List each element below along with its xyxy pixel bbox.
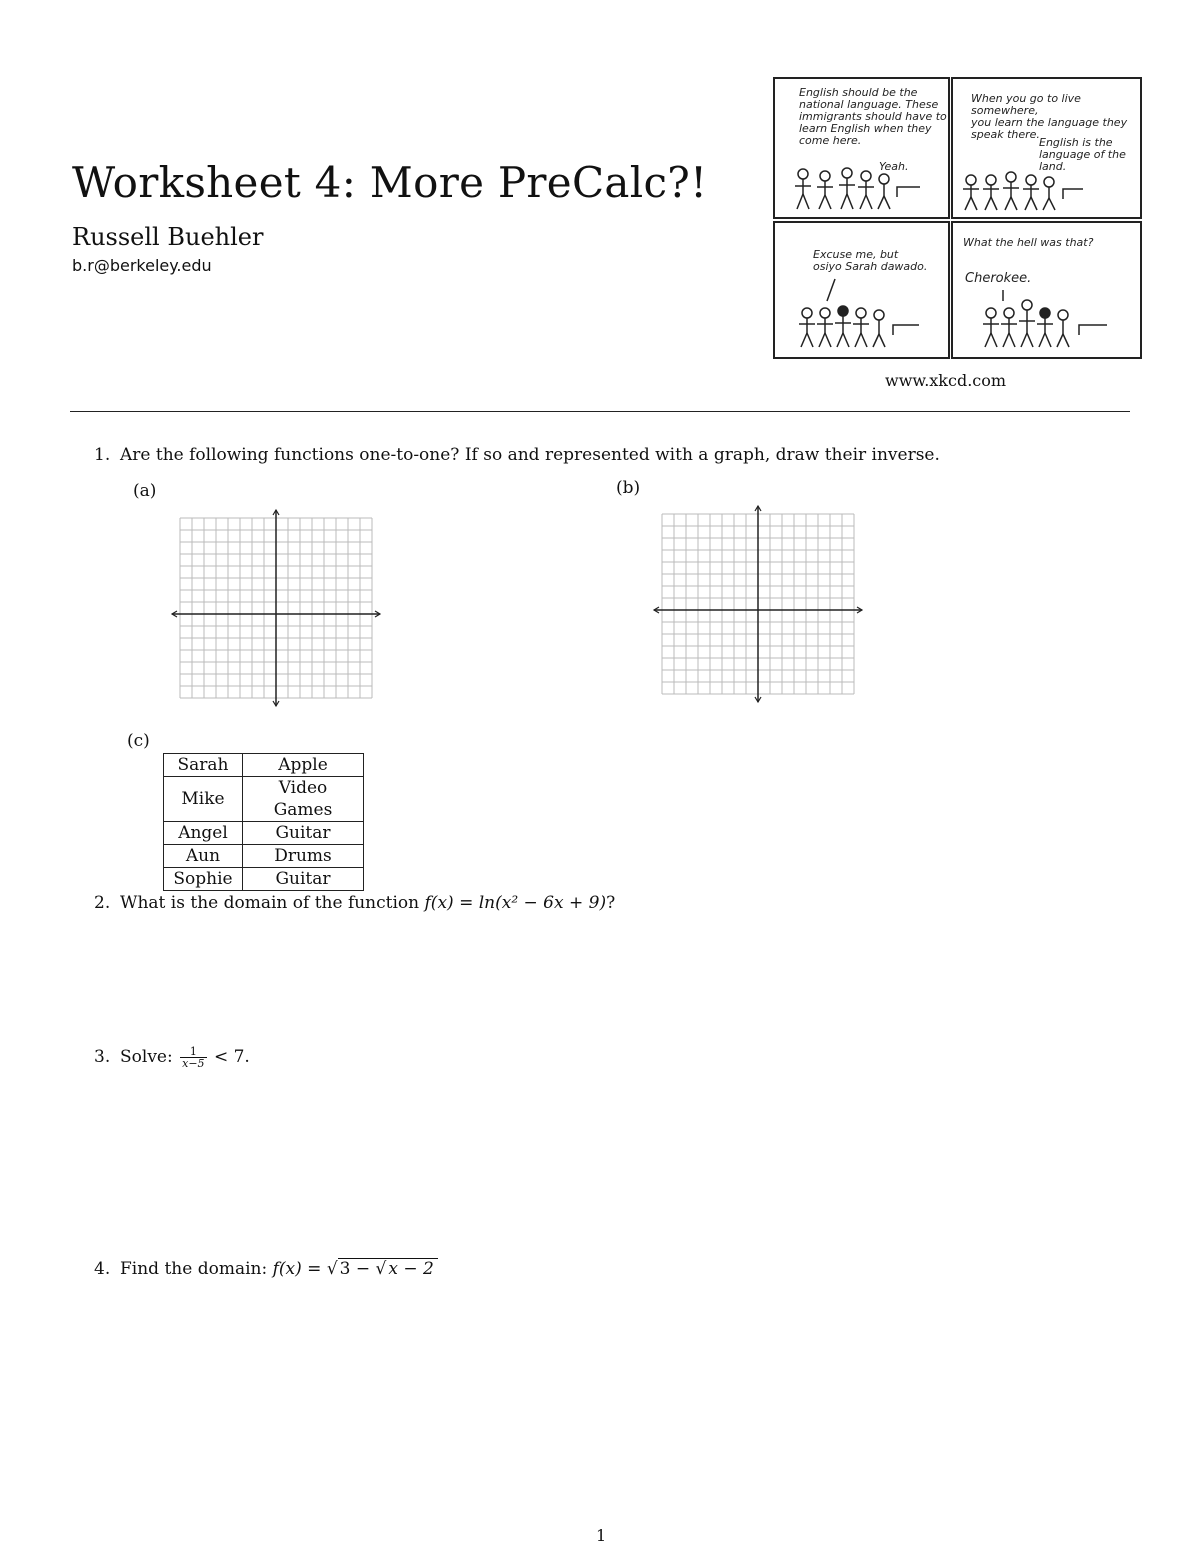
question-2-formula: f(x) = ln(x² − 6x + 9) [424,893,607,913]
stick-figures-1 [775,79,948,217]
part-a-label: (a) [133,481,157,501]
comic-panel-1 [773,77,950,219]
question-2: 2. What is the domain of the function f(x) = ln(x² − 6x + 9)? [94,893,616,913]
table-row: Sarah Apple [164,754,364,777]
graph-grid-b [650,502,870,708]
mapping-table [163,753,364,891]
comic-panel-3-speech: Excuse me, but osiyo Sarah dawado. [813,248,928,273]
question-1 [94,445,940,465]
graph-grid-a [168,506,388,712]
comic-panel-1-speech: English should be the national language. These immigrants should have to learn English when they come here. [799,86,947,147]
comic-panel-2-reply: English is the language of the land. [1039,136,1126,173]
question-1-text: Are the following functions one-to-one? If so and represented with a graph, draw their inverse. [120,445,940,465]
page-title: Worksheet 4: More PreCalc?! [72,158,708,207]
comic-panel-2 [951,77,1142,219]
table-row: Angel Guitar [164,822,364,845]
comic-panel-4 [951,221,1142,359]
comic-panel-4-speech: What the hell was that? [963,236,1094,249]
table-row: Aun Drums [164,845,364,868]
comic-panel-1-reply: Yeah. [879,160,909,173]
question-4-radical: √ 3 − √ x − 2 [327,1259,438,1279]
author-email: b.r@berkeley.edu [72,256,212,275]
header-rule [70,411,1130,412]
question-3: 3. Solve: $\frac{1}{x-5}$ < 7. [94,1045,250,1070]
comic-credit: www.xkcd.com [885,371,1007,390]
table-row: Sophie Guitar [164,868,364,891]
question-3-fraction: $\frac{1}{x-5}$ [182,1045,205,1070]
part-b-label: (b) [616,478,641,498]
stick-figures-3 [775,223,948,357]
question-1-number: 1. [94,445,111,465]
part-c-label: (c) [127,731,150,751]
author-name: Russell Buehler [72,223,264,251]
page-number: 1 [596,1526,607,1545]
comic-panel-4-reply: Cherokee. [965,271,1032,286]
stick-figures-4 [953,223,1140,357]
stick-figures-2 [953,79,1140,217]
comic-panel-3 [773,221,950,359]
table-row: Mike Video Games [164,777,364,822]
comic-panel-2-speech: When you go to live somewhere, you learn the language they speak there. [971,92,1128,141]
question-4: 4. Find the domain: f(x) = √ 3 − √ x − 2 [94,1259,438,1279]
